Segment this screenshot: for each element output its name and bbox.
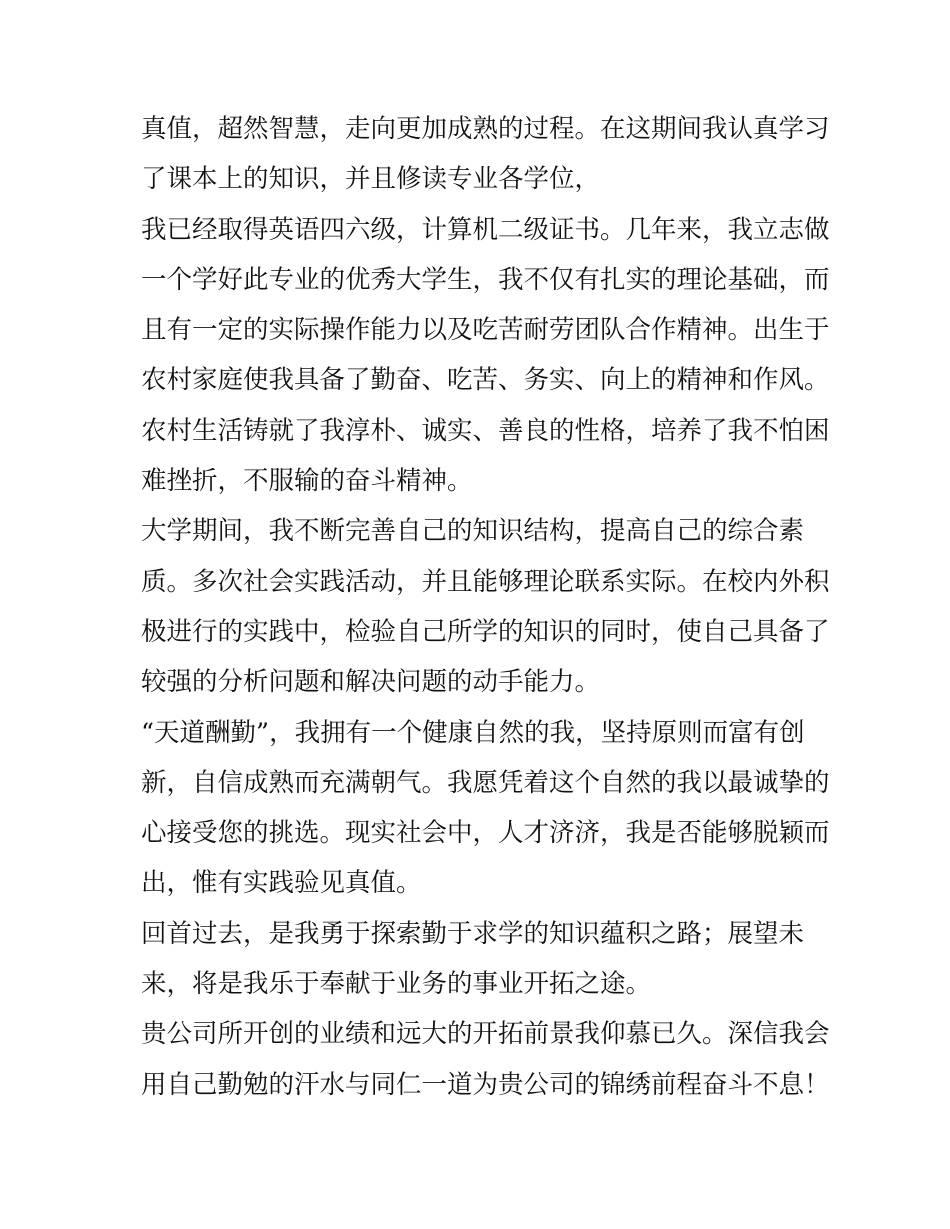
text-line: 质。多次社会实践活动，并且能够理论联系实际。在校内外积 xyxy=(141,566,830,597)
text-line: “天道酬勤”，我拥有一个健康自然的我，坚持原则而富有创 xyxy=(141,717,805,748)
text-line: 出，惟有实践验见真值。 xyxy=(141,868,422,899)
text-line: 农村生活铸就了我淳朴、诚实、善良的性格，培养了我不怕困 xyxy=(141,415,830,446)
text-line: 回首过去，是我勇于探索勤于求学的知识蕴积之路；展望未 xyxy=(141,918,805,949)
text-line: 且有一定的实际操作能力以及吃苦耐劳团队合作精神。出生于 xyxy=(141,315,830,346)
text-line: 大学期间，我不断完善自己的知识结构，提高自己的综合素 xyxy=(141,516,805,547)
text-line: 一个学好此专业的优秀大学生，我不仅有扎实的理论基础，而 xyxy=(141,264,830,295)
text-line: 贵公司所开创的业绩和远大的开拓前景我仰慕已久。深信我会 xyxy=(141,1019,830,1050)
text-line: 来，将是我乐于奉献于业务的事业开拓之途。 xyxy=(141,969,652,1000)
text-line: 真值，超然智慧，走向更加成熟的过程。在这期间我认真学习 xyxy=(141,114,830,144)
body-text xyxy=(141,104,830,1110)
text-line: 难挫折，不服输的奋斗精神。 xyxy=(141,466,473,497)
text-line: 农村家庭使我具备了勤奋、吃苦、务实、向上的精神和作风。 xyxy=(141,365,830,396)
text-line: 较强的分析问题和解决问题的动手能力。 xyxy=(141,667,601,698)
text-line: 新，自信成熟而充满朝气。我愿凭着这个自然的我以最诚挚的 xyxy=(141,767,830,798)
text-line: 我已经取得英语四六级，计算机二级证书。几年来，我立志做 xyxy=(141,214,830,245)
text-line: 了课本上的知识，并且修读专业各学位， xyxy=(141,164,601,195)
text-line: 极进行的实践中，检验自己所学的知识的同时，使自己具备了 xyxy=(141,616,830,647)
text-line: 心接受您的挑选。现实社会中，人才济济，我是否能够脱颖而 xyxy=(141,818,830,849)
text-line: 用自己勤勉的汗水与同仁一道为贵公司的锦绣前程奋斗不息！ xyxy=(141,1069,830,1100)
